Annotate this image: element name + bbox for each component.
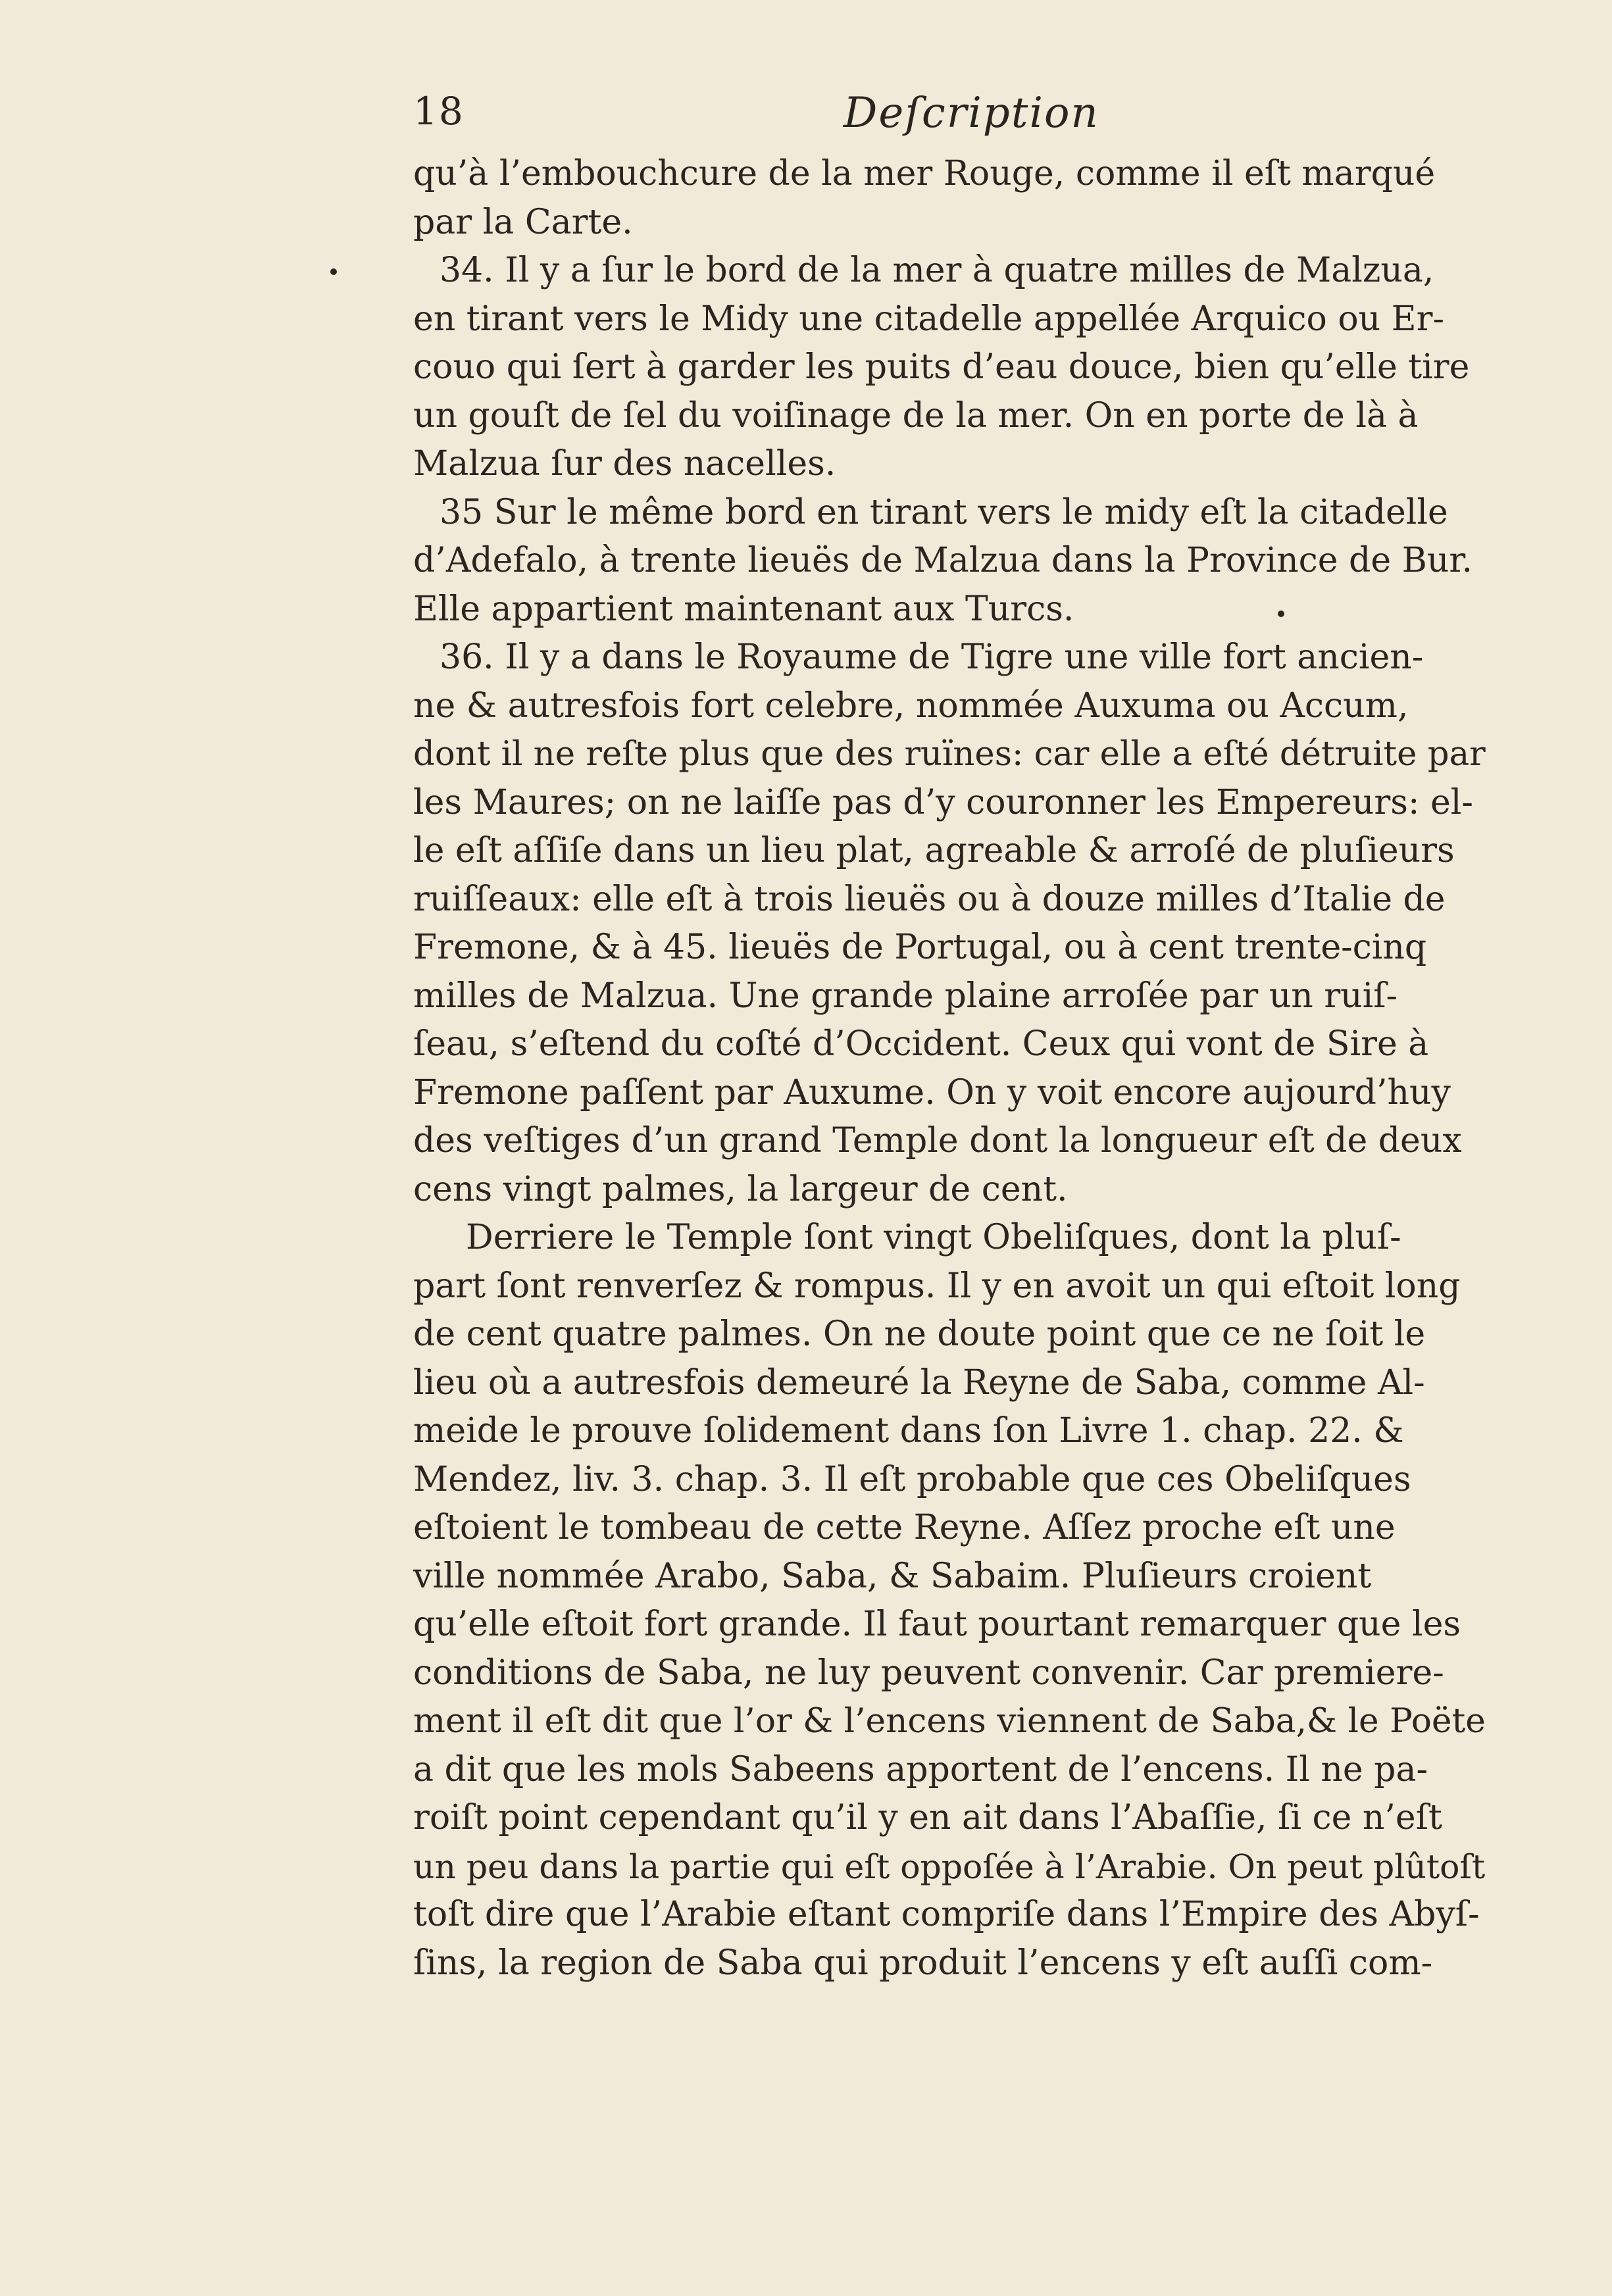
text-line: Elle appartient maintenant aux Turcs. [413,589,1074,629]
text-line: de cent quatre palmes. On ne doute point que ce ne ſoit le [413,1314,1426,1354]
text-line: eſtoient le tombeau de cette Reyne. Aſſez proche eſt une [413,1508,1396,1547]
paragraph-36-start: 36. Il y a dans le Royaume de Tigre une ville fort ancien- [440,637,1424,677]
text-line: lieu où a autresfois demeuré la Reyne de Saba, comme Al- [413,1362,1425,1403]
paragraph-35-start: 35 Sur le même bord en tirant vers le midy eſt la citadelle [440,492,1448,532]
ink-speck [330,268,337,275]
running-title: Deſcription [844,89,1099,137]
page-header [413,89,1480,148]
text-line: Fremone, & à 45. lieuës de Portugal, ou à cent trente-cinq [413,928,1427,967]
text-line: les Maures; on ne laiſſe pas d’y couronner les Empereurs: el- [413,782,1473,822]
text-line: conditions de Saba, ne luy peuvent convenir. Car premiere- [413,1653,1444,1693]
text-line: ne & autresfois fort celebre, nommée Auxuma ou Accum, [413,686,1409,726]
text-line: Fremone paſſent par Auxume. On y voit encore aujourd’huy [413,1072,1451,1112]
paragraph-start: Derriere le Temple ſont vingt Obeliſques, dont la pluſ- [466,1218,1401,1257]
text-line: couo qui ſert à garder les puits d’eau douce, bien qu’elle tire [413,347,1470,387]
text-line: meide le prouve ſolidement dans ſon Livre 1. chap. 22. & [413,1411,1404,1451]
text-line: qu’à l’embouchcure de la mer Rouge, comme il eſt marqué [413,154,1436,193]
text-line: ville nommée Arabo, Saba, & Sabaim. Pluſieurs croient [413,1556,1372,1596]
text-line: ruiſſeaux: elle eſt à trois lieuës ou à douze milles d’Italie de [413,879,1446,919]
text-line: milles de Malzua. Une grande plaine arroſée par un ruiſ- [413,976,1398,1016]
text-line: par la Carte. [413,202,633,242]
page-number: 18 [413,89,465,134]
text-line: Malzua ſur des nacelles. [413,444,836,484]
body-text [413,150,1505,1987]
text-line: toſt dire que l’Arabie eſtant compriſe dans l’Empire des Abyſ- [413,1895,1480,1934]
text-line: ment il eſt dit que l’or & l’encens viennent de Saba,& le Poëte [413,1701,1486,1741]
text-line: d’Adefalo, à trente lieuës de Malzua dans la Province de Bur. [413,541,1473,580]
text-line: cens vingt palmes, la largeur de cent. [413,1169,1068,1209]
text-line: a dit que les mols Sabeens apportent de l’encens. Il ne pa- [413,1749,1428,1789]
text-line: le eſt aſſiſe dans un lieu plat, agreable & arroſé de pluſieurs [413,831,1455,870]
text-line: roiſt point cependant qu’il y en ait dans l’Abaſſie, ſi ce n’eſt [413,1798,1442,1837]
text-line: dont il ne reſte plus que des ruïnes: car elle a eſté détruite par [413,734,1486,774]
text-line: qu’elle eſtoit fort grande. Il faut pourtant remarquer que les [413,1605,1461,1644]
text-line: des veſtiges d’un grand Temple dont la longueur eſt de deux [413,1121,1462,1160]
text-line: ſeau, s’eſtend du coſté d’Occident. Ceux qui vont de Sire à [413,1024,1429,1064]
text-line: Mendez, liv. 3. chap. 3. Il eſt probable que ces Obeliſques [413,1459,1411,1499]
text-line: en tirant vers le Midy une citadelle appellée Arquico ou Er- [413,299,1445,339]
text-line: un peu dans la partie qui eſt oppoſée à l’Arabie. On peut plûtoſt [413,1847,1486,1886]
text-line: ſins, la region de Saba qui produit l’encens y eſt auſſi com- [413,1943,1433,1983]
text-line: part ſont renverſez & rompus. Il y en avoit un qui eſtoit long [413,1266,1461,1306]
paragraph-34-start: 34. Il y a ſur le bord de la mer à quatre milles de Malzua, [440,251,1434,290]
text-line: un gouſt de ſel du voiſinage de la mer. On en porte de là à [413,395,1419,436]
